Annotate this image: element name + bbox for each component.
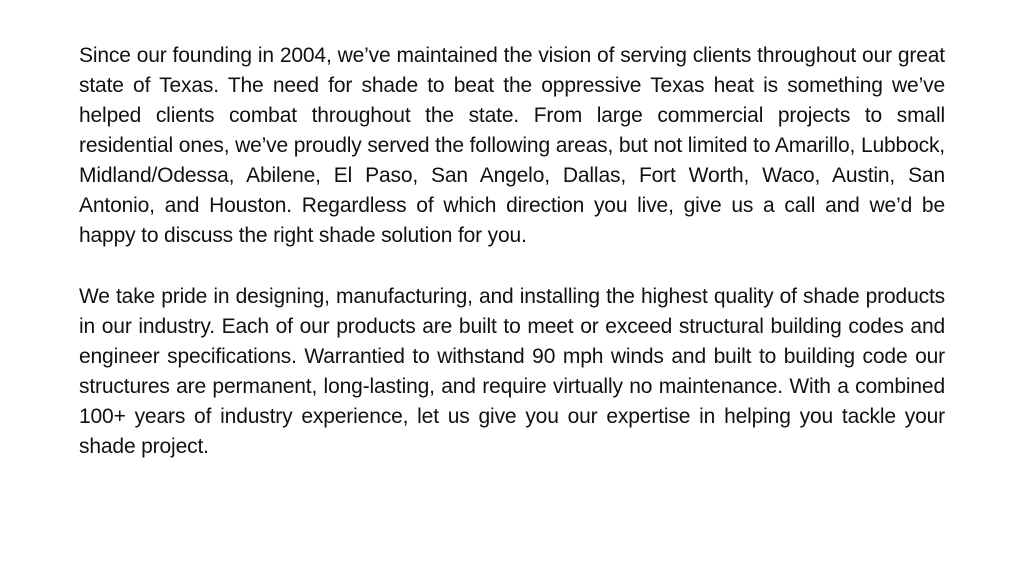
paragraph-quality-commitment: We take pride in designing, manufacturing, and installing the highest quality of shade products in our industry. Each of our products are built to meet or exceed structural building codes and engineer specifications. Warrantied to withstand 90 mph winds and built to building code our structures are permanent, long-lasting, and require virtually no maintenance. With a combined 100+ years of industry experience, let us give you our expertise in helping you tackle your shade project. bbox=[79, 285, 945, 458]
text-body bbox=[79, 41, 945, 462]
paragraph-service-areas: Since our founding in 2004, we’ve maintained the vision of serving clients throughout our great state of Texas. The need for shade to beat the oppressive Texas heat is something we’ve helped clients combat throughout the state. From large commercial projects to small residential ones, we’ve proudly served the following areas, but not limited to Amarillo, Lubbock, Midland/Odessa, Abilene, El Paso, San Angelo, Dallas, Fort Worth, Waco, Austin, San Antonio, and Houston. Regardless of which direction you live, give us a call and we’d be happy to discuss the right shade solution for you. bbox=[79, 44, 945, 247]
